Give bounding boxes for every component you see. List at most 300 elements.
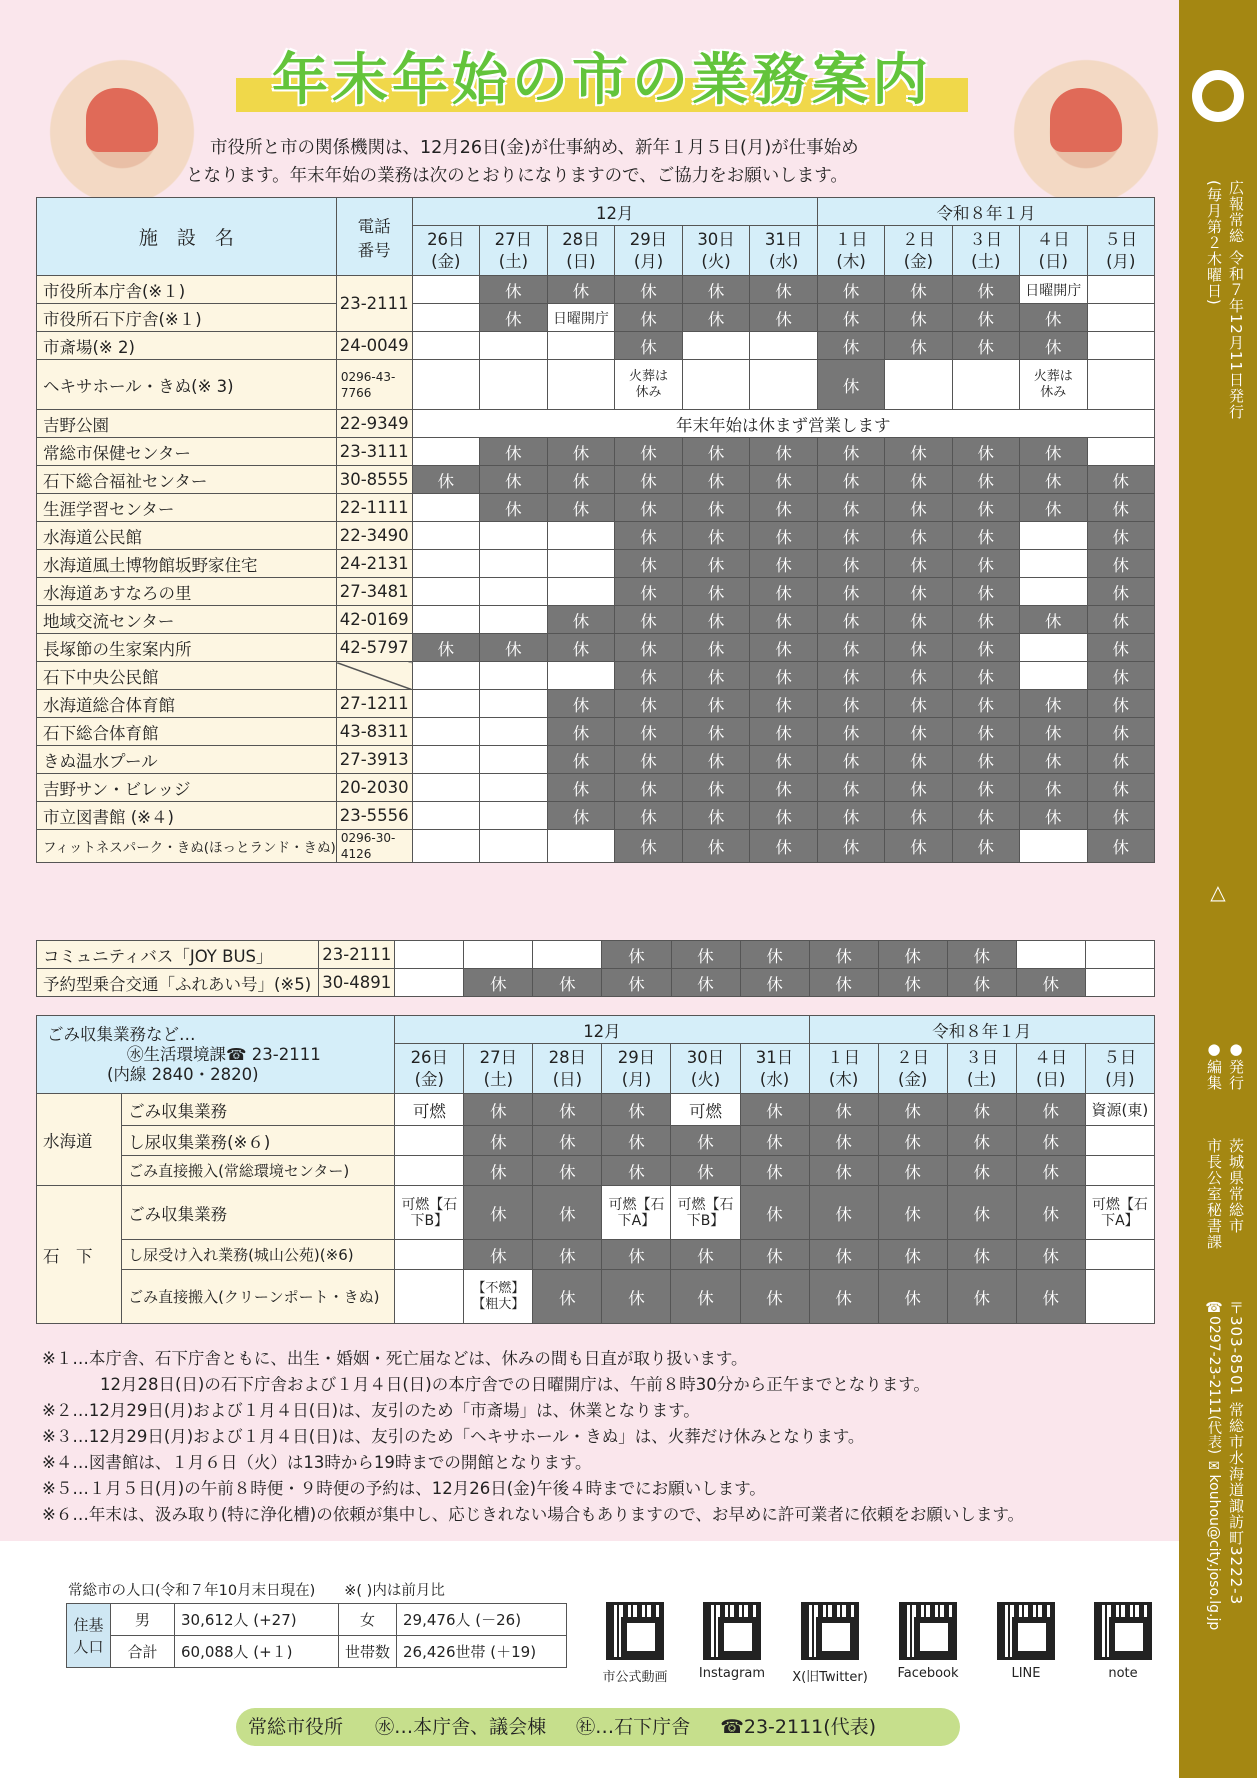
schedule-cell bbox=[1085, 1270, 1154, 1324]
schedule-cell: 休 bbox=[682, 494, 750, 522]
day-number: １日 bbox=[827, 1047, 861, 1067]
schedule-cell: 休 bbox=[615, 276, 683, 304]
schedule-cell: 休 bbox=[885, 578, 952, 606]
qr-code-facebook[interactable] bbox=[899, 1602, 957, 1660]
facility-name: ヘキサホール・きぬ(※ 3) bbox=[37, 360, 337, 410]
day-header bbox=[671, 1044, 740, 1094]
transport-name: コミュニティバス「JOY BUS」 bbox=[37, 941, 319, 969]
day-header bbox=[740, 1044, 809, 1094]
schedule-cell bbox=[1019, 662, 1087, 690]
day-header bbox=[750, 226, 818, 276]
day-number: ３日 bbox=[965, 1047, 999, 1067]
schedule-cell: 休 bbox=[602, 1270, 671, 1324]
schedule-cell: 休 bbox=[817, 606, 884, 634]
day-header bbox=[947, 1044, 1016, 1094]
schedule-cell: 休 bbox=[615, 466, 683, 494]
schedule-cell: 休 bbox=[1019, 718, 1087, 746]
table-row bbox=[37, 438, 1155, 466]
day-weekday: (火) bbox=[701, 251, 731, 271]
schedule-cell: 休 bbox=[740, 1126, 809, 1156]
facility-name: きぬ温水プール bbox=[37, 746, 337, 774]
schedule-cell bbox=[412, 522, 480, 550]
schedule-cell: 休 bbox=[671, 1270, 740, 1324]
schedule-cell: 休 bbox=[547, 606, 615, 634]
schedule-cell: 休 bbox=[615, 718, 683, 746]
schedule-cell bbox=[480, 802, 548, 830]
schedule-cell: 休 bbox=[615, 304, 683, 332]
schedule-cell bbox=[1085, 1126, 1154, 1156]
schedule-cell: 休 bbox=[1019, 746, 1087, 774]
schedule-cell: 休 bbox=[533, 1094, 602, 1126]
footnote-6: ※６…年末は、汲み取り(特に浄化槽)の依頼が集中し、応じきれない場合もありますので、お早めに許可業者に依頼をお願いします。 bbox=[42, 1505, 1025, 1524]
facility-phone: 43-8311 bbox=[336, 718, 412, 746]
day-weekday: (金) bbox=[897, 1069, 928, 1089]
schedule-cell bbox=[547, 578, 615, 606]
schedule-cell bbox=[1019, 550, 1087, 578]
day-header bbox=[464, 1044, 533, 1094]
schedule-cell: 休 bbox=[615, 830, 683, 863]
table-row bbox=[37, 304, 1155, 332]
schedule-cell: 休 bbox=[615, 690, 683, 718]
schedule-cell: 休 bbox=[817, 332, 884, 360]
schedule-cell: 休 bbox=[885, 466, 952, 494]
schedule-cell: 休 bbox=[602, 1094, 671, 1126]
schedule-cell: 休 bbox=[947, 969, 1016, 997]
schedule-cell: 【不燃】【粗大】 bbox=[464, 1270, 533, 1324]
schedule-cell bbox=[547, 662, 615, 690]
schedule-cell: 休 bbox=[480, 466, 548, 494]
schedule-cell: 休 bbox=[952, 332, 1019, 360]
schedule-cell: 休 bbox=[750, 438, 818, 466]
schedule-cell bbox=[682, 332, 750, 360]
schedule-cell bbox=[480, 550, 548, 578]
schedule-cell bbox=[395, 1156, 464, 1186]
schedule-cell: 休 bbox=[602, 1126, 671, 1156]
schedule-cell bbox=[480, 830, 548, 863]
schedule-cell: 休 bbox=[1087, 466, 1154, 494]
qr-label-instagram: Instagram bbox=[698, 1666, 766, 1681]
schedule-cell: 休 bbox=[547, 718, 615, 746]
schedule-cell bbox=[412, 606, 480, 634]
schedule-cell bbox=[547, 830, 615, 863]
day-number: １日 bbox=[834, 229, 868, 249]
schedule-cell: 休 bbox=[885, 690, 952, 718]
schedule-cell: 休 bbox=[1087, 606, 1154, 634]
schedule-cell: 休 bbox=[682, 774, 750, 802]
schedule-cell: 休 bbox=[1016, 969, 1085, 997]
schedule-cell bbox=[682, 360, 750, 410]
schedule-cell bbox=[1087, 332, 1154, 360]
schedule-cell: 休 bbox=[1087, 522, 1154, 550]
schedule-cell bbox=[412, 332, 480, 360]
transport-schedule-table bbox=[36, 940, 1155, 997]
schedule-cell: 火葬は休み bbox=[615, 360, 683, 410]
schedule-cell bbox=[1019, 634, 1087, 662]
schedule-cell: 休 bbox=[1087, 746, 1154, 774]
schedule-cell: 休 bbox=[547, 634, 615, 662]
schedule-cell: 休 bbox=[817, 304, 884, 332]
schedule-cell bbox=[412, 438, 480, 466]
schedule-cell: 休 bbox=[817, 746, 884, 774]
schedule-cell: 休 bbox=[885, 774, 952, 802]
day-number: 29日 bbox=[629, 229, 668, 249]
schedule-cell: 休 bbox=[682, 276, 750, 304]
schedule-cell bbox=[533, 941, 602, 969]
schedule-cell: 休 bbox=[885, 746, 952, 774]
schedule-cell bbox=[412, 276, 480, 304]
schedule-cell: 休 bbox=[809, 941, 878, 969]
schedule-cell bbox=[412, 304, 480, 332]
day-number: ５日 bbox=[1104, 229, 1138, 249]
schedule-cell bbox=[480, 746, 548, 774]
qr-label-video: 市公式動画 bbox=[602, 1670, 668, 1685]
schedule-cell bbox=[412, 718, 480, 746]
schedule-cell: 休 bbox=[750, 494, 818, 522]
day-header bbox=[885, 226, 952, 276]
qr-code-instagram[interactable] bbox=[703, 1602, 761, 1660]
schedule-cell bbox=[412, 360, 480, 410]
schedule-cell: 休 bbox=[1019, 332, 1087, 360]
service-name: ごみ収集業務 bbox=[122, 1094, 395, 1126]
schedule-cell: 休 bbox=[750, 466, 818, 494]
households-label: 世帯数 bbox=[339, 1636, 397, 1668]
facility-name: 市斎場(※ 2) bbox=[37, 332, 337, 360]
table-row bbox=[37, 1240, 1155, 1270]
office-name: 常総市役所 bbox=[248, 1716, 344, 1738]
schedule-cell: 休 bbox=[885, 276, 952, 304]
schedule-cell: 休 bbox=[952, 606, 1019, 634]
male-label: 男 bbox=[111, 1604, 175, 1636]
schedule-cell: 休 bbox=[878, 1126, 947, 1156]
day-header bbox=[602, 1044, 671, 1094]
facility-phone: 20-2030 bbox=[336, 774, 412, 802]
schedule-cell: 休 bbox=[682, 522, 750, 550]
schedule-cell: 可燃【石下B】 bbox=[395, 1186, 464, 1240]
day-header bbox=[878, 1044, 947, 1094]
schedule-cell bbox=[412, 774, 480, 802]
schedule-cell: 休 bbox=[1016, 1156, 1085, 1186]
schedule-cell bbox=[1085, 969, 1154, 997]
day-number: 26日 bbox=[427, 229, 465, 249]
schedule-cell: 休 bbox=[750, 606, 818, 634]
schedule-cell: 休 bbox=[952, 578, 1019, 606]
schedule-cell: 休 bbox=[682, 550, 750, 578]
schedule-cell: 休 bbox=[750, 634, 818, 662]
qr-code-line[interactable] bbox=[997, 1602, 1055, 1660]
schedule-cell: 休 bbox=[809, 1186, 878, 1240]
facility-phone: 23-3111 bbox=[336, 438, 412, 466]
schedule-cell bbox=[464, 941, 533, 969]
schedule-cell: 休 bbox=[809, 1094, 878, 1126]
schedule-cell: 休 bbox=[1019, 438, 1087, 466]
schedule-cell: 休 bbox=[602, 941, 671, 969]
schedule-cell: 休 bbox=[750, 522, 818, 550]
schedule-cell: 休 bbox=[1019, 494, 1087, 522]
footnote-3: ※３…12月29日(月)および１月４日(日)は、友引のため「ヘキサホール・きぬ」は、火葬だけ休みとなります。 bbox=[42, 1427, 865, 1446]
population-table bbox=[66, 1603, 567, 1668]
schedule-cell bbox=[480, 522, 548, 550]
schedule-cell bbox=[480, 690, 548, 718]
schedule-cell bbox=[480, 718, 548, 746]
schedule-cell: 休 bbox=[817, 494, 884, 522]
table-row bbox=[37, 360, 1155, 410]
schedule-cell: 休 bbox=[809, 1270, 878, 1324]
schedule-cell bbox=[1087, 276, 1154, 304]
day-weekday: (日) bbox=[1036, 1069, 1066, 1089]
contact-info: ☎0297-23-2111(代表) ✉kouhou@city.joso.lg.jp bbox=[1206, 1300, 1222, 1631]
qr-label-note: note bbox=[1108, 1666, 1138, 1681]
schedule-cell bbox=[750, 332, 818, 360]
table-row bbox=[37, 941, 1155, 969]
schedule-cell bbox=[750, 360, 818, 410]
address: 〒303-8501 常総市水海道諏訪町3222-3 bbox=[1227, 1300, 1245, 1606]
schedule-cell: 休 bbox=[947, 1156, 1016, 1186]
table-row bbox=[37, 410, 1155, 438]
schedule-cell: 休 bbox=[615, 802, 683, 830]
page-mark: △ bbox=[1206, 880, 1230, 905]
table-row bbox=[37, 1270, 1155, 1324]
table-row bbox=[37, 276, 1155, 304]
schedule-cell bbox=[412, 662, 480, 690]
issue-date: 広報常総 令和７年12月11日発行 bbox=[1227, 180, 1245, 420]
schedule-cell: 休 bbox=[615, 578, 683, 606]
schedule-cell: 休 bbox=[952, 276, 1019, 304]
table-row bbox=[37, 550, 1155, 578]
facility-phone: 42-0169 bbox=[336, 606, 412, 634]
schedule-cell: 休 bbox=[1016, 1094, 1085, 1126]
facility-phone: 27-3913 bbox=[336, 746, 412, 774]
day-weekday: (金) bbox=[414, 1069, 444, 1089]
day-number: 27日 bbox=[479, 1047, 518, 1067]
table-row bbox=[37, 830, 1155, 863]
city-logo-icon bbox=[1192, 70, 1244, 122]
honcho-note: ㊌…本庁舎、議会棟 bbox=[375, 1716, 547, 1738]
service-name: ごみ収集業務 bbox=[122, 1186, 395, 1240]
table-row bbox=[37, 634, 1155, 662]
table-row bbox=[37, 662, 1155, 690]
day-weekday: (月) bbox=[1106, 251, 1136, 271]
schedule-cell: 休 bbox=[615, 606, 683, 634]
table-row bbox=[37, 718, 1155, 746]
schedule-cell bbox=[885, 360, 952, 410]
service-name: し尿収集業務(※６) bbox=[122, 1126, 395, 1156]
day-header bbox=[682, 226, 750, 276]
schedule-cell: 休 bbox=[1019, 690, 1087, 718]
schedule-cell bbox=[395, 1240, 464, 1270]
day-weekday: (金) bbox=[431, 251, 461, 271]
schedule-cell: 休 bbox=[740, 1186, 809, 1240]
schedule-cell: 休 bbox=[817, 550, 884, 578]
schedule-cell: 休 bbox=[615, 332, 683, 360]
schedule-cell bbox=[1019, 578, 1087, 606]
schedule-cell: 休 bbox=[885, 550, 952, 578]
day-weekday: (水) bbox=[768, 251, 799, 271]
day-weekday: (土) bbox=[483, 1069, 514, 1089]
schedule-cell: 休 bbox=[533, 1240, 602, 1270]
contact-bar bbox=[236, 1708, 960, 1746]
facility-phone: 27-1211 bbox=[336, 690, 412, 718]
households-count: 26,426世帯 (＋19) bbox=[397, 1636, 567, 1668]
schedule-cell: 資源(東) bbox=[1085, 1094, 1154, 1126]
schedule-cell: 休 bbox=[952, 634, 1019, 662]
schedule-cell: 休 bbox=[878, 1094, 947, 1126]
schedule-cell: 休 bbox=[1087, 634, 1154, 662]
facility-phone: 23-2111 bbox=[336, 276, 412, 332]
schedule-cell: 休 bbox=[740, 941, 809, 969]
schedule-cell: 休 bbox=[750, 578, 818, 606]
footnote-2: ※２…12月29日(月)および１月４日(日)は、友引のため「市斎場」は、休業となります。 bbox=[42, 1401, 700, 1420]
publisher-label: ●発行 bbox=[1227, 1040, 1245, 1091]
schedule-cell bbox=[547, 550, 615, 578]
table-row bbox=[37, 522, 1155, 550]
qr-code-note[interactable] bbox=[1094, 1602, 1152, 1660]
schedule-cell: 休 bbox=[615, 774, 683, 802]
footnote-5: ※５…１月５日(月)の午前８時便・９時便の予約は、12月26日(金)午後４時までにお願いします。 bbox=[42, 1479, 766, 1498]
schedule-cell: 休 bbox=[533, 1270, 602, 1324]
schedule-cell: 休 bbox=[817, 578, 884, 606]
day-number: ４日 bbox=[1036, 229, 1070, 249]
service-name: し尿受け入れ業務(城山公苑)(※6) bbox=[122, 1240, 395, 1270]
schedule-cell: 休 bbox=[878, 941, 947, 969]
schedule-cell bbox=[395, 1270, 464, 1324]
schedule-cell: 休 bbox=[480, 304, 548, 332]
schedule-cell: 休 bbox=[750, 690, 818, 718]
schedule-cell: 休 bbox=[1019, 304, 1087, 332]
garbage-schedule-table bbox=[36, 1015, 1155, 1324]
january-header: 令和８年１月 bbox=[817, 198, 1154, 226]
schedule-cell: 休 bbox=[1019, 466, 1087, 494]
service-name: ごみ直接搬入(クリーンポート・きぬ) bbox=[122, 1270, 395, 1324]
schedule-cell: 休 bbox=[885, 438, 952, 466]
area-name: 石 下 bbox=[37, 1186, 122, 1324]
schedule-cell: 休 bbox=[952, 466, 1019, 494]
facility-phone: 23-5556 bbox=[336, 802, 412, 830]
day-header bbox=[952, 226, 1019, 276]
facility-phone: 0296-30-4126 bbox=[336, 830, 412, 863]
schedule-cell bbox=[547, 360, 615, 410]
schedule-cell bbox=[395, 1126, 464, 1156]
schedule-cell bbox=[480, 578, 548, 606]
day-header bbox=[809, 1044, 878, 1094]
schedule-cell bbox=[547, 332, 615, 360]
schedule-cell: 休 bbox=[878, 1240, 947, 1270]
facility-phone: 42-5797 bbox=[336, 634, 412, 662]
schedule-cell: 休 bbox=[682, 466, 750, 494]
schedule-cell: 休 bbox=[817, 830, 884, 863]
facility-name: 水海道総合体育館 bbox=[37, 690, 337, 718]
schedule-cell: 日曜開庁 bbox=[547, 304, 615, 332]
schedule-cell: 休 bbox=[885, 522, 952, 550]
schedule-cell bbox=[395, 969, 464, 997]
schedule-cell: 休 bbox=[1019, 802, 1087, 830]
qr-code-video[interactable] bbox=[606, 1602, 664, 1660]
day-number: 30日 bbox=[686, 1047, 725, 1067]
schedule-cell: 休 bbox=[817, 466, 884, 494]
day-header bbox=[395, 1044, 464, 1094]
schedule-cell: 休 bbox=[750, 718, 818, 746]
schedule-cell bbox=[1087, 438, 1154, 466]
transport-phone: 30-4891 bbox=[319, 969, 395, 997]
schedule-cell bbox=[480, 662, 548, 690]
schedule-cell: 休 bbox=[947, 1270, 1016, 1324]
facility-phone: 0296-43-7766 bbox=[336, 360, 412, 410]
schedule-cell: 休 bbox=[1016, 1186, 1085, 1240]
schedule-cell bbox=[480, 774, 548, 802]
day-number: ３日 bbox=[969, 229, 1003, 249]
table-row bbox=[37, 746, 1155, 774]
schedule-cell: 休 bbox=[480, 494, 548, 522]
schedule-cell: 休 bbox=[480, 438, 548, 466]
qr-code-x[interactable] bbox=[801, 1602, 859, 1660]
main-phone: ☎23-2111(代表) bbox=[720, 1716, 877, 1738]
schedule-cell bbox=[412, 494, 480, 522]
table-row bbox=[37, 466, 1155, 494]
schedule-cell: 休 bbox=[817, 774, 884, 802]
facility-phone: 24-0049 bbox=[336, 332, 412, 360]
schedule-cell: 休 bbox=[750, 830, 818, 863]
table-row bbox=[37, 1156, 1155, 1186]
table-row bbox=[37, 774, 1155, 802]
total-count: 60,088人 (+１) bbox=[175, 1636, 339, 1668]
schedule-cell: 休 bbox=[947, 1094, 1016, 1126]
schedule-cell bbox=[547, 522, 615, 550]
sidebar bbox=[1179, 0, 1257, 1778]
schedule-cell: 休 bbox=[952, 802, 1019, 830]
schedule-cell: 休 bbox=[682, 578, 750, 606]
schedule-cell: 休 bbox=[615, 438, 683, 466]
day-weekday: (月) bbox=[1105, 1069, 1135, 1089]
schedule-cell: 休 bbox=[740, 1094, 809, 1126]
schedule-cell: 休 bbox=[885, 606, 952, 634]
schedule-cell: 休 bbox=[412, 466, 480, 494]
schedule-cell: 休 bbox=[952, 550, 1019, 578]
schedule-cell: 休 bbox=[947, 1186, 1016, 1240]
footnote-1: ※１…本庁舎、石下庁舎ともに、出生・婚姻・死亡届などは、休みの間も日直が取り扱います。 bbox=[42, 1349, 748, 1368]
schedule-cell: 日曜開庁 bbox=[1019, 276, 1087, 304]
editor-name: 市長公室秘書課 bbox=[1205, 1138, 1223, 1250]
day-number: ５日 bbox=[1103, 1047, 1137, 1067]
schedule-cell bbox=[412, 550, 480, 578]
schedule-cell bbox=[412, 802, 480, 830]
schedule-cell: 休 bbox=[682, 690, 750, 718]
day-weekday: (日) bbox=[1038, 251, 1068, 271]
schedule-cell: 休 bbox=[547, 494, 615, 522]
table-row bbox=[37, 1094, 1155, 1126]
schedule-cell: 休 bbox=[682, 606, 750, 634]
day-number: 31日 bbox=[755, 1047, 794, 1067]
schedule-cell: 休 bbox=[615, 550, 683, 578]
schedule-cell: 休 bbox=[809, 1126, 878, 1156]
schedule-cell: 可燃 bbox=[395, 1094, 464, 1126]
qr-label-line: LINE bbox=[1011, 1666, 1041, 1681]
male-count: 30,612人 (+27) bbox=[175, 1604, 339, 1636]
schedule-cell: 休 bbox=[671, 969, 740, 997]
schedule-cell: 可燃【石下A】 bbox=[1085, 1186, 1154, 1240]
december-header-2: 12月 bbox=[395, 1016, 809, 1044]
day-header bbox=[817, 226, 884, 276]
schedule-cell: 休 bbox=[1016, 1126, 1085, 1156]
day-number: 31日 bbox=[764, 229, 803, 249]
schedule-cell: 休 bbox=[885, 494, 952, 522]
schedule-cell: 休 bbox=[885, 830, 952, 863]
schedule-cell: 休 bbox=[602, 1240, 671, 1270]
schedule-cell: 休 bbox=[671, 1240, 740, 1270]
schedule-cell: 休 bbox=[615, 494, 683, 522]
day-header bbox=[615, 226, 683, 276]
schedule-cell bbox=[1019, 522, 1087, 550]
facility-name: 水海道公民館 bbox=[37, 522, 337, 550]
schedule-cell: 休 bbox=[547, 438, 615, 466]
